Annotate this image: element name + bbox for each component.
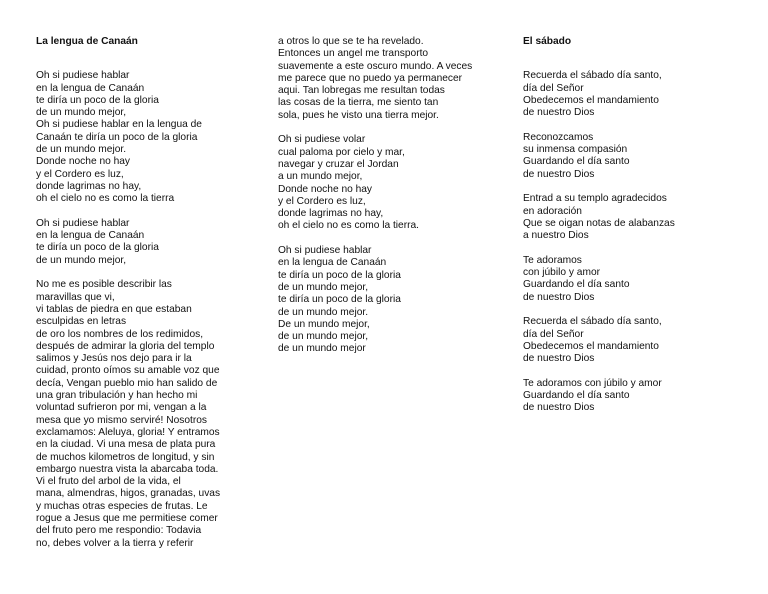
lyric-line: Oh si pudiese hablar en la lengua de	[36, 119, 202, 131]
column-2-stanzas	[278, 36, 510, 356]
lyric-line: Entonces un angel me transporto	[278, 48, 429, 60]
lyric-line: a un mundo mejor,	[278, 171, 363, 183]
lyric-line: Canaán te diría un poco de la gloria	[36, 131, 198, 143]
lyric-line: de un mundo mejor,	[278, 331, 369, 343]
lyric-line: con júbilo y amor	[523, 267, 601, 279]
stanza	[523, 193, 743, 242]
lyric-line: esculpidas en letras	[36, 316, 127, 328]
lyric-line: te diría un poco de la gloria	[278, 294, 401, 306]
lyric-line: no, debes volver a la tierra y referir	[36, 537, 194, 549]
lyric-line: a otros lo que se te ha revelado.	[278, 36, 424, 47]
column-3-stanzas	[523, 70, 743, 414]
lyric-line: de muchos kilometros de longitud, y sin	[36, 451, 215, 463]
lyric-line: Reconozcamos	[523, 131, 594, 143]
lyric-line: Obedecemos el mandamiento	[523, 94, 659, 106]
lyric-line: del fruto pero me respondio: Todavia	[36, 525, 202, 537]
lyric-line: las cosas de la tierra, me siento tan	[278, 97, 439, 109]
lyric-line: me parece que no puedo ya permanecer	[278, 72, 463, 84]
lyric-line: te diría un poco de la gloria	[278, 269, 401, 281]
lyric-line: Donde noche no hay	[36, 156, 131, 168]
lyric-line: voluntad sufrieron por mi, vengan a la	[36, 402, 207, 414]
stanza	[523, 255, 743, 304]
lyric-line: exclamamos: Aleluya, gloria! Y entramos	[36, 426, 220, 438]
lyric-line: Obedecemos el mandamiento	[523, 340, 659, 352]
lyric-line: te diría un poco de la gloria	[36, 94, 159, 106]
lyric-line: maravillas que vi,	[36, 291, 115, 303]
lyric-line: de nuestro Dios	[523, 291, 595, 303]
lyric-line: navegar y cruzar el Jordan	[278, 158, 399, 170]
lyric-line: Oh si pudiese hablar	[36, 217, 130, 229]
lyric-line: Guardando el día santo	[523, 156, 630, 168]
lyric-line: día del Señor	[523, 82, 584, 94]
lyric-line: Oh si pudiese hablar	[36, 70, 130, 82]
stanza	[523, 132, 743, 181]
column-3	[523, 36, 743, 415]
column-1-stanzas	[36, 70, 268, 550]
lyric-line: en la lengua de Canaán	[36, 230, 145, 242]
lyric-line: y el Cordero es luz,	[278, 195, 366, 207]
lyric-line: De un mundo mejor,	[278, 318, 370, 330]
lyric-line: rogue a Jesus que me permitiese comer	[36, 512, 218, 524]
song-title-lengua-de-canaan: La lengua de Canaán	[36, 36, 138, 47]
lyric-line: Donde noche no hay	[278, 183, 373, 195]
lyric-line: una gran tribulación y han hecho mi	[36, 390, 198, 402]
lyric-line: Vi el fruto del arbol de la vida, el	[36, 476, 181, 488]
lyric-line: día del Señor	[523, 328, 584, 340]
lyric-line: después de admirar la gloria del templo	[36, 340, 215, 352]
stanza	[523, 316, 743, 365]
stanza	[523, 378, 743, 415]
lyric-line: donde lagrimas no hay,	[36, 180, 142, 192]
lyric-line: mana, almendras, higos, granadas, uvas	[36, 488, 221, 500]
column-2	[278, 36, 510, 356]
lyric-line: de nuestro Dios	[523, 402, 595, 414]
lyric-line: de un mundo mejor,	[36, 254, 127, 266]
lyric-line: de un mundo mejor	[278, 343, 366, 355]
lyric-line: de un mundo mejor,	[36, 107, 127, 119]
lyric-line: su inmensa compasión	[523, 144, 628, 156]
lyric-line: mesa que yo mismo serviré! Nosotros	[36, 414, 207, 426]
lyric-line: cuidad, pronto oímos su amable voz que	[36, 365, 220, 377]
lyric-line: en adoración	[523, 205, 582, 217]
lyric-line: de un mundo mejor.	[36, 144, 127, 156]
lyric-line: cual paloma por cielo y mar,	[278, 146, 405, 158]
stanza	[36, 279, 268, 550]
song-title-el-sabado: El sábado	[523, 36, 572, 47]
lyric-line: Guardando el día santo	[523, 279, 630, 291]
stanza	[36, 218, 268, 267]
lyric-line: Guardando el día santo	[523, 390, 630, 402]
stanza	[278, 245, 510, 356]
lyric-line: en la lengua de Canaán	[36, 82, 145, 94]
lyric-line: de nuestro Dios	[523, 107, 595, 119]
lyric-line: Te adoramos	[523, 254, 582, 266]
lyric-line: aqui. Tan lobregas me resultan todas	[278, 85, 445, 97]
lyric-line: Oh si pudiese volar	[278, 134, 366, 146]
column-1	[36, 36, 268, 550]
lyric-line: de un mundo mejor.	[278, 306, 369, 318]
lyric-line: suavemente a este oscuro mundo. A veces	[278, 60, 473, 72]
lyric-line: y muchas otras especies de frutas. Le	[36, 500, 208, 512]
lyric-line: oh el cielo no es como la tierra.	[278, 220, 419, 232]
lyric-line: en la ciudad. Vi una mesa de plata pura	[36, 439, 216, 451]
lyric-line: No me es posible describir las	[36, 279, 172, 291]
stanza	[523, 70, 743, 119]
lyric-line: de nuestro Dios	[523, 353, 595, 365]
lyric-line: te diría un poco de la gloria	[36, 242, 159, 254]
lyric-line: de un mundo mejor,	[278, 281, 369, 293]
lyric-line: de oro los nombres de los redimidos,	[36, 328, 204, 340]
lyric-line: Recuerda el sábado día santo,	[523, 70, 662, 82]
lyric-line: en la lengua de Canaán	[278, 257, 387, 269]
lyric-line: Recuerda el sábado día santo,	[523, 316, 662, 328]
lyric-line: salimos y Jesús nos dejo para ir la	[36, 353, 192, 365]
lyric-line: donde lagrimas no hay,	[278, 208, 384, 220]
stanza	[278, 36, 510, 122]
lyric-line: oh el cielo no es como la tierra	[36, 193, 175, 205]
lyric-line: vi tablas de piedra en que estaban	[36, 303, 192, 315]
stanza	[278, 134, 510, 232]
lyric-line: Entrad a su templo agradecidos	[523, 193, 667, 205]
lyric-line: Que se oigan notas de alabanzas	[523, 217, 675, 229]
lyric-line: de nuestro Dios	[523, 168, 595, 180]
lyric-line: sola, pues he visto una tierra mejor.	[278, 109, 439, 121]
lyric-line: Te adoramos con júbilo y amor	[523, 377, 662, 389]
stanza	[36, 70, 268, 205]
lyric-line: embargo nuestra vista la abarcaba toda.	[36, 463, 219, 475]
lyric-line: decía, Vengan pueblo mio han salido de	[36, 377, 218, 389]
lyric-line: y el Cordero es luz,	[36, 168, 124, 180]
lyric-line: a nuestro Dios	[523, 230, 589, 242]
lyric-line: Oh si pudiese hablar	[278, 245, 372, 257]
